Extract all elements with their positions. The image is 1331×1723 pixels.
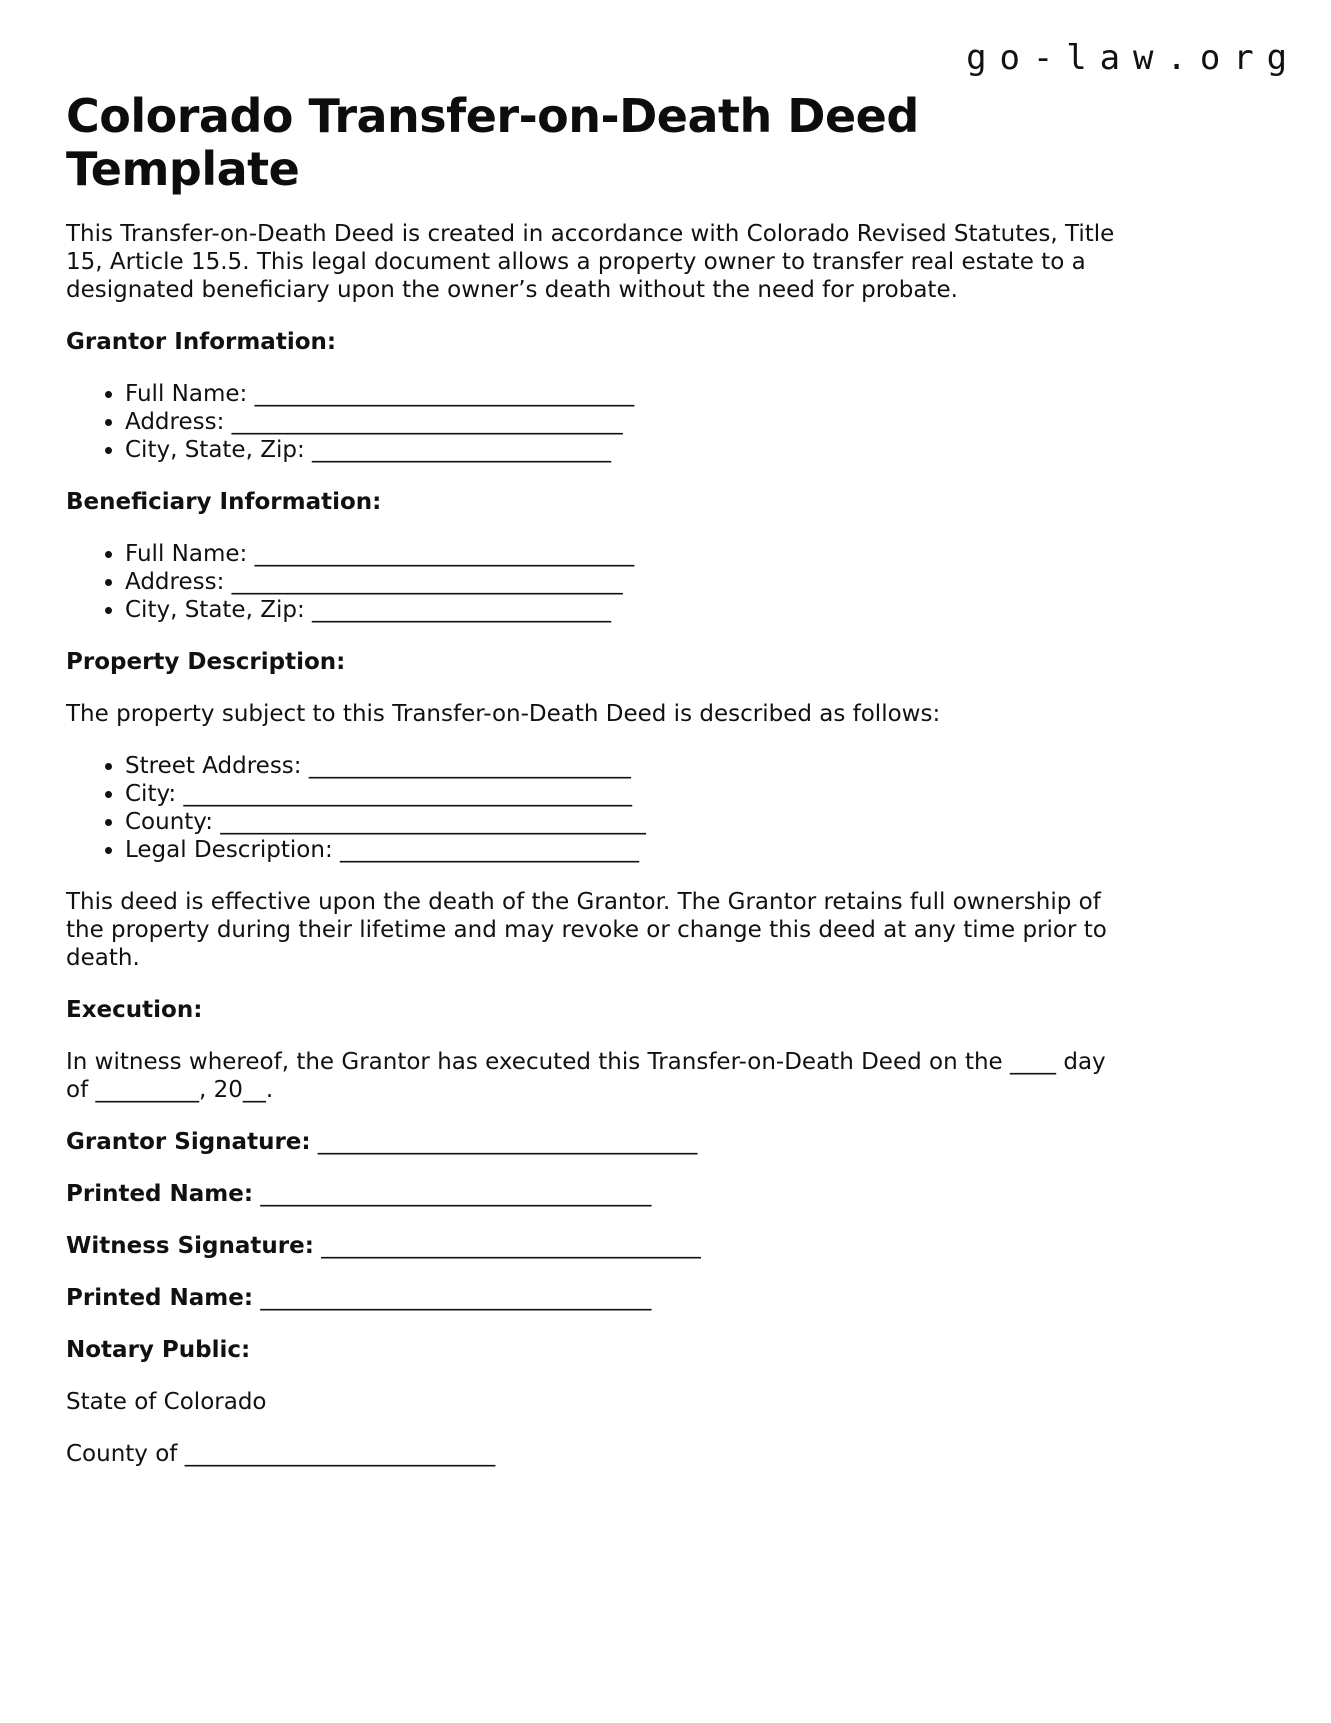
list-item [125, 808, 1134, 836]
fill-in-line: __________________________________ [260, 1285, 652, 1311]
field-label: County: [125, 809, 213, 835]
fill-in-line: _____________________________________ [220, 809, 646, 835]
fill-in-line: _________________________________ [321, 1233, 701, 1259]
field-label: City: [125, 781, 177, 807]
beneficiary-heading: Beneficiary Information: [66, 489, 382, 515]
execution-paragraph [66, 1048, 1134, 1104]
fill-in-line: _________________________________ [254, 381, 635, 407]
effective-note: This deed is effective upon the death of the Grantor. The Grantor retains full ownership of the property during their lifetime and may revoke or change this deed at any time prior to death. [66, 889, 1107, 971]
field-label: City, State, Zip: [125, 597, 305, 623]
list-item [125, 568, 1134, 596]
list-item [125, 408, 1134, 436]
field-label: City, State, Zip: [125, 437, 305, 463]
fill-in-line: __________________________ [312, 597, 612, 623]
witness-signature-line [66, 1232, 1134, 1260]
field-label: County of [66, 1441, 178, 1467]
field-label: Printed Name: [66, 1181, 254, 1207]
year-fill-in-line: __ [242, 1077, 266, 1103]
list-item [125, 380, 1134, 408]
list-item [125, 780, 1134, 808]
grantor-list [66, 380, 1134, 464]
notary-state-line: State of Colorado [66, 1389, 267, 1415]
property-heading: Property Description: [66, 649, 346, 675]
list-item [125, 596, 1134, 624]
grantor-heading: Grantor Information: [66, 329, 337, 355]
fill-in-line: _______________________________________ [183, 781, 632, 807]
field-label: Legal Description: [125, 837, 333, 863]
beneficiary-list [66, 540, 1134, 624]
month-fill-in-line: _________ [95, 1077, 199, 1103]
execution-text: day of [66, 1049, 1106, 1103]
fill-in-line: __________________________ [340, 837, 640, 863]
fill-in-line: _________________________________ [317, 1129, 698, 1155]
fill-in-line: __________________________ [312, 437, 612, 463]
execution-text: . [265, 1077, 274, 1103]
execution-text: , 20 [198, 1077, 243, 1103]
property-lead: The property subject to this Transfer-on-Death Deed is described as follows: [66, 701, 941, 727]
field-label: Grantor Signature: [66, 1129, 311, 1155]
site-logo: go-law.org [966, 38, 1300, 78]
execution-heading: Execution: [66, 997, 203, 1023]
field-label: Full Name: [125, 381, 248, 407]
fill-in-line: __________________________________ [231, 569, 623, 595]
field-label: Witness Signature: [66, 1233, 314, 1259]
property-list [66, 752, 1134, 864]
intro-paragraph: This Transfer-on-Death Deed is created in accordance with Colorado Revised Statutes, Title 15, Article 15.5. This legal document allows a property owner to transfer real estate to a designated beneficiary upon the owner’s death without the need for probate. [66, 221, 1115, 303]
document-body [66, 220, 1134, 1468]
document-title: Colorado Transfer-on-Death Deed Template [66, 89, 919, 196]
notary-county-line [66, 1440, 1134, 1468]
field-label: Address: [125, 409, 225, 435]
field-label: Printed Name: [66, 1285, 254, 1311]
fill-in-line: __________________________________ [231, 409, 623, 435]
field-label: Full Name: [125, 541, 248, 567]
execution-text: In witness whereof, the Grantor has executed this Transfer-on-Death Deed on the [66, 1049, 1003, 1075]
notary-heading: Notary Public: [66, 1337, 251, 1363]
day-fill-in-line: ____ [1010, 1049, 1057, 1075]
field-label: Address: [125, 569, 225, 595]
fill-in-line: ___________________________ [184, 1441, 496, 1467]
fill-in-line: ____________________________ [308, 753, 631, 779]
fill-in-line: __________________________________ [260, 1181, 652, 1207]
fill-in-line: _________________________________ [254, 541, 635, 567]
list-item [125, 540, 1134, 568]
field-label: Street Address: [125, 753, 302, 779]
grantor-printed-name-line [66, 1180, 1134, 1208]
list-item [125, 752, 1134, 780]
witness-printed-name-line [66, 1284, 1134, 1312]
list-item [125, 436, 1134, 464]
grantor-signature-line [66, 1128, 1134, 1156]
list-item [125, 836, 1134, 864]
